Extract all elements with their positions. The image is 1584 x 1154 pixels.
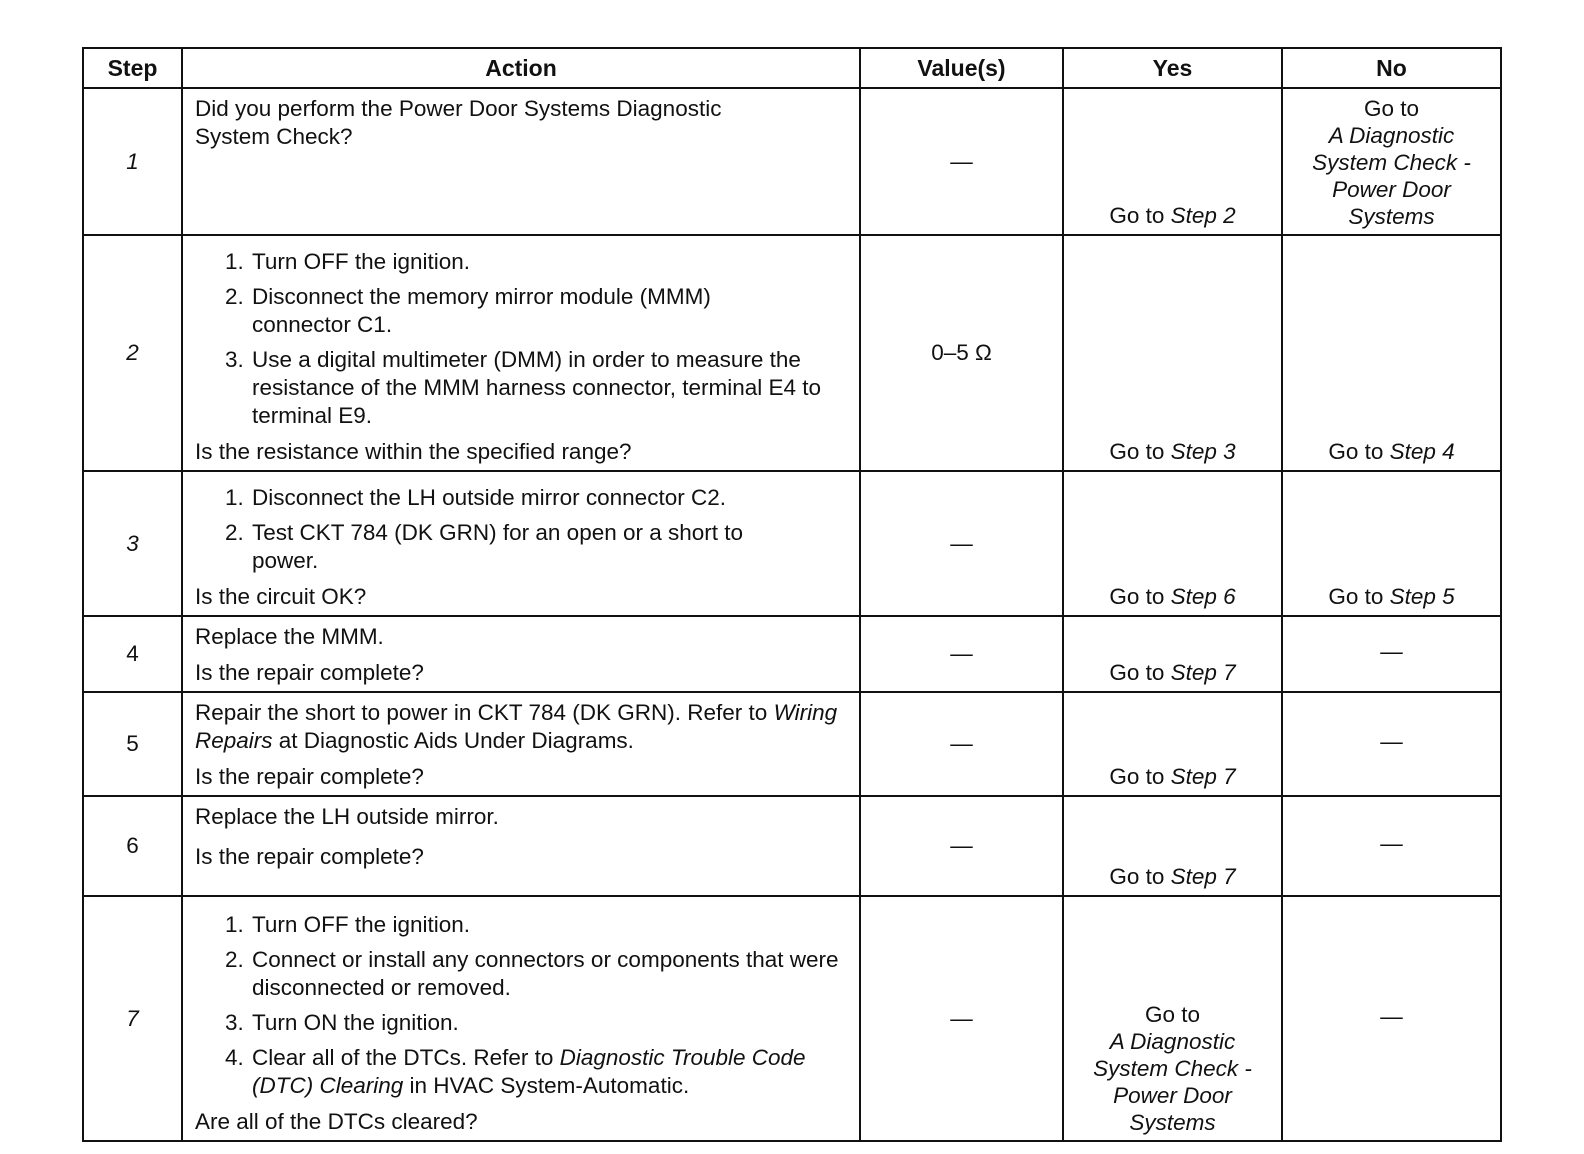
yes-prefix: Go to	[1109, 584, 1171, 609]
yes-cell	[1063, 796, 1282, 896]
table-row	[83, 692, 1501, 796]
no-cell: —	[1282, 896, 1501, 1141]
no-cell: —	[1282, 692, 1501, 796]
value-cell: —	[860, 896, 1063, 1141]
yes-link[interactable]: Step 6	[1170, 584, 1236, 609]
action-question: Is the resistance within the specified range?	[195, 439, 632, 464]
no-link[interactable]: A Diagnostic System Check - Power Door Systems	[1312, 123, 1471, 229]
yes-prefix: Go to	[1144, 1002, 1201, 1027]
value-cell: —	[860, 88, 1063, 235]
action-question: Is the repair complete?	[195, 844, 424, 869]
action-item: 3. Turn ON the ignition.	[250, 1009, 849, 1037]
action-item: 1. Turn OFF the ignition.	[250, 911, 849, 939]
action-list	[195, 484, 849, 575]
action-item-lead: Clear all of the DTCs. Refer to	[252, 1045, 560, 1070]
step-number: 2	[83, 235, 182, 471]
action-question: Are all of the DTCs cleared?	[195, 1109, 478, 1134]
no-cell	[1282, 471, 1501, 616]
yes-link[interactable]: Step 7	[1170, 864, 1236, 889]
action-question: Is the repair complete?	[195, 660, 424, 685]
action-text: Replace the MMM.	[195, 624, 384, 649]
action-text-tail: at Diagnostic Aids Under Diagrams.	[272, 728, 634, 753]
value-cell: —	[860, 616, 1063, 692]
action-item: 2. Test CKT 784 (DK GRN) for an open or a short to power.	[250, 519, 849, 575]
no-cell: —	[1282, 616, 1501, 692]
value-cell: —	[860, 796, 1063, 896]
header-yes: Yes	[1063, 48, 1282, 88]
no-cell: —	[1282, 796, 1501, 896]
value-cell: —	[860, 471, 1063, 616]
no-link[interactable]: Step 4	[1389, 439, 1455, 464]
header-values: Value(s)	[860, 48, 1063, 88]
action-list	[195, 248, 849, 430]
yes-cell	[1063, 471, 1282, 616]
yes-prefix: Go to	[1109, 764, 1171, 789]
step-number: 4	[83, 616, 182, 692]
no-prefix: Go to	[1328, 584, 1390, 609]
step-number: 5	[83, 692, 182, 796]
yes-link[interactable]: Step 7	[1170, 764, 1236, 789]
table-row	[83, 796, 1501, 896]
yes-cell	[1063, 896, 1282, 1141]
yes-cell	[1063, 616, 1282, 692]
action-cell	[182, 88, 860, 235]
yes-cell	[1063, 235, 1282, 471]
header-action: Action	[182, 48, 860, 88]
diagnostic-table	[82, 47, 1502, 1142]
action-ref-link[interactable]: Wiring Repairs	[195, 700, 838, 753]
action-item	[250, 1044, 849, 1100]
yes-link[interactable]: Step 2	[1170, 203, 1236, 228]
action-item: 2. Disconnect the memory mirror module (MMM) connector C1.	[250, 283, 849, 339]
table-row	[83, 471, 1501, 616]
header-no: No	[1282, 48, 1501, 88]
no-cell	[1282, 88, 1501, 235]
action-item-tail: in HVAC System-Automatic.	[403, 1073, 690, 1098]
table-row	[83, 235, 1501, 471]
action-item: 1. Disconnect the LH outside mirror connector C2.	[250, 484, 849, 512]
no-prefix: Go to	[1363, 96, 1420, 121]
step-number: 1	[83, 88, 182, 235]
action-cell	[182, 896, 860, 1141]
action-list	[195, 911, 849, 1100]
yes-cell	[1063, 692, 1282, 796]
action-text: Replace the LH outside mirror.	[195, 804, 499, 829]
step-number: 7	[83, 896, 182, 1141]
action-text	[195, 699, 849, 755]
action-item: 1. Turn OFF the ignition.	[250, 248, 849, 276]
action-text: Did you perform the Power Door Systems Diagnostic System Check?	[195, 96, 722, 149]
value-cell: —	[860, 692, 1063, 796]
yes-link[interactable]: Step 3	[1170, 439, 1236, 464]
action-cell	[182, 235, 860, 471]
action-question: Is the repair complete?	[195, 764, 424, 789]
action-cell	[182, 616, 860, 692]
table-row	[83, 896, 1501, 1141]
action-cell	[182, 471, 860, 616]
no-prefix: Go to	[1328, 439, 1390, 464]
value-cell: 0–5 Ω	[860, 235, 1063, 471]
no-cell	[1282, 235, 1501, 471]
yes-prefix: Go to	[1109, 660, 1171, 685]
action-item: 3. Use a digital multimeter (DMM) in order to measure the resistance of the MMM harness connector, terminal E4 to terminal E9.	[250, 346, 849, 430]
header-step: Step	[83, 48, 182, 88]
action-text-lead: Repair the short to power in CKT 784 (DK GRN). Refer to	[195, 700, 768, 725]
header-row	[83, 48, 1501, 88]
step-number: 3	[83, 471, 182, 616]
table-row	[83, 616, 1501, 692]
yes-prefix: Go to	[1109, 439, 1171, 464]
action-item: 2. Connect or install any connectors or components that were disconnected or removed.	[250, 946, 849, 1002]
action-cell	[182, 692, 860, 796]
step-number: 6	[83, 796, 182, 896]
yes-prefix: Go to	[1109, 203, 1171, 228]
table-row	[83, 88, 1501, 235]
yes-prefix: Go to	[1109, 864, 1171, 889]
yes-link[interactable]: Step 7	[1170, 660, 1236, 685]
no-link[interactable]: Step 5	[1389, 584, 1455, 609]
action-question: Is the circuit OK?	[195, 584, 367, 609]
action-cell	[182, 796, 860, 896]
action-ref-link[interactable]: Diagnostic Trouble Code (DTC) Clearing	[252, 1045, 806, 1098]
yes-cell	[1063, 88, 1282, 235]
yes-link[interactable]: A Diagnostic System Check - Power Door Systems	[1093, 1029, 1252, 1135]
